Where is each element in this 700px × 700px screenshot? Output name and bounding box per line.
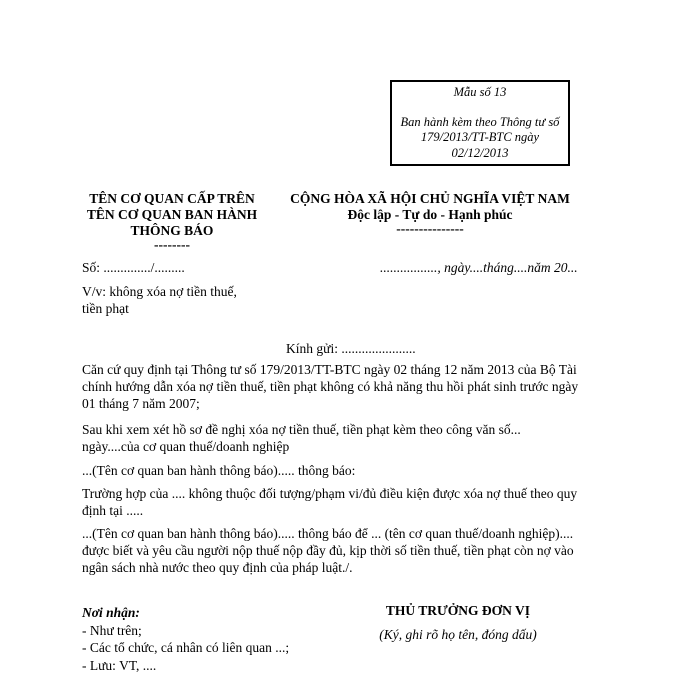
p3-line-1: ...(Tên cơ quan ban hành thông báo)..... thông báo: [82, 463, 356, 478]
recipient-line: Kính gửi: ...................... [286, 341, 416, 356]
p5-line-2: được biết và yêu cầu người nộp thuế nộp đầy đủ, kịp thời số tiền thuế, tiền phạt còn nợ vào [82, 543, 574, 558]
p2-line-1: Sau khi xem xét hồ sơ đề nghị xóa nợ tiền thuế, tiền phạt kèm theo công văn số... [82, 422, 521, 437]
agency-line-3: THÔNG BÁO [130, 223, 214, 238]
subject [82, 283, 237, 317]
nation-motto: Độc lập - Tự do - Hạnh phúc [347, 207, 513, 222]
p5-line-3: ngân sách nhà nước theo quy định của pháp luật./. [82, 560, 353, 575]
p4-line-2: định tại ..... [82, 503, 144, 518]
agency-header [60, 191, 284, 251]
form-issued-line-3: 02/12/2013 [451, 145, 509, 160]
p5-line-1: ...(Tên cơ quan ban hành thông báo)..... thông báo để ... (tên cơ quan thuế/doanh nghiệp).... [82, 526, 574, 541]
paragraph-case [82, 485, 622, 519]
nation-separator: --------------- [396, 221, 464, 236]
form-reference-box [390, 80, 570, 166]
paragraph-notice-intro [82, 462, 622, 479]
recipients-list [82, 604, 289, 674]
agency-line-1: TÊN CƠ QUAN CẤP TRÊN [89, 191, 255, 206]
recipients-item-1: - Như trên; [82, 622, 142, 638]
subject-line-2: tiền phạt [82, 301, 129, 316]
p1-line-3: 01 tháng 7 năm 2007; [82, 396, 200, 411]
p2-line-2: ngày....của cơ quan thuế/doanh nghiệp [82, 439, 290, 454]
national-header [279, 191, 581, 235]
recipients-item-3: - Lưu: VT, .... [82, 657, 157, 673]
recipients-heading: Nơi nhận: [82, 605, 140, 620]
p1-line-2: chính hướng dẫn xóa nợ tiền thuế, tiền phạt không có khả năng thu hồi phát sinh trước ngày [82, 379, 579, 394]
signature-note: (Ký, ghi rõ họ tên, đóng dấu) [379, 627, 537, 642]
subject-line-1: V/v: không xóa nợ tiền thuế, [82, 284, 237, 299]
document-number: Số: ............../......... [82, 260, 185, 275]
p1-line-1: Căn cứ quy định tại Thông tư số 179/2013/TT-BTC ngày 02 tháng 12 năm 2013 của Bộ Tài [82, 362, 577, 377]
form-issued-line-1: Ban hành kèm theo Thông tư số [400, 114, 560, 129]
document-date: ................., ngày....tháng....năm 20... [380, 260, 578, 275]
agency-separator: -------- [154, 237, 190, 252]
signature-title: THỦ TRƯỞNG ĐƠN VỊ [385, 603, 531, 618]
agency-line-2: TÊN CƠ QUAN BAN HÀNH [86, 207, 258, 222]
form-number: Mẫu số 13 [453, 85, 507, 99]
paragraph-review [82, 421, 622, 455]
nation-title: CỘNG HÒA XÃ HỘI CHỦ NGHĨA VIỆT NAM [290, 191, 570, 206]
form-issued-line-2: 179/2013/TT-BTC ngày [420, 130, 540, 144]
p4-line-1: Trường hợp của .... không thuộc đối tượng/phạm vi/đủ điều kiện được xóa nợ thuế theo quy [82, 486, 578, 501]
paragraph-legal-basis [82, 361, 622, 412]
recipients-item-2: - Các tổ chức, cá nhân có liên quan ...; [82, 640, 290, 655]
paragraph-request [82, 525, 622, 576]
